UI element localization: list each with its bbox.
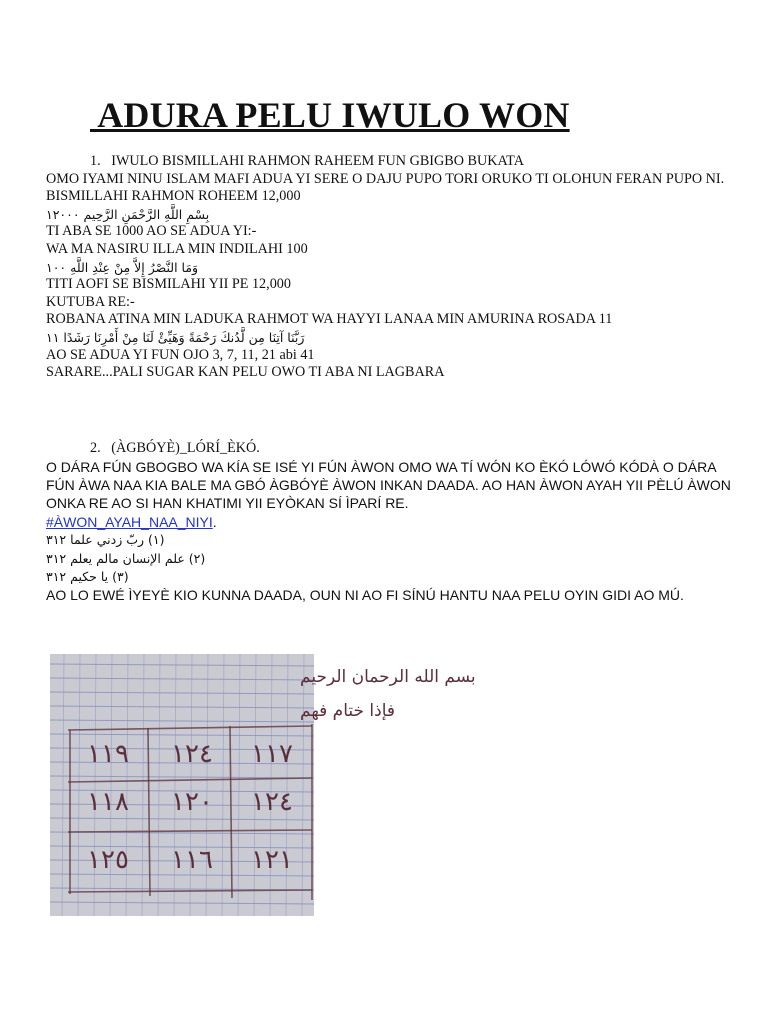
section-1-arabic-dua: وَمَا النَّصْرُ إِلاَّ مِنْ عِنْدِ اللَّهِ ١٠٠ [46,259,199,275]
grid-cell-r2-c1: ١١٨ [87,787,129,817]
grid-cell-r1-c2: ١٢٤ [171,739,213,769]
grid-line [68,726,312,730]
hashtag-link[interactable]: #ÀWON_AYAH_NAA_NIYI [46,513,213,530]
section-1 [46,153,736,382]
ruled-line [50,818,314,820]
section-2-arabic-line-3: (٣) يا حكيم ٣١٢ [46,569,129,585]
ruled-column-line [126,654,128,916]
section-2-paragraph-1: O DÁRA FÚN GBOGBO WA KÍA SE ISÉ YI FÚN ÀWON OMO WA TÍ WÓN KO ÈKÓ LÓWÓ KÓDÀ O DÁRA FÚN ÀWA NAA KIA BALE MA GBÓ ÀGBÓYÈ ÀWON INKAN DAADA. AO HAN ÀWON AYAH YII PÈLÚ ÀWON ONKA RE AO SI HAN KHATIMI YII EYÒKAN SÍ ÌPARÍ RE. [46,458,735,512]
grid-cell-r1-c1: ١١٩ [87,739,129,769]
section-1-bismillah-count: BISMILLAHI RAHMON ROHEEM 12,000 [46,188,301,205]
grid-cell-r3-c3: ١٢١ [251,845,293,875]
section-1-heading: 1. IWULO BISMILLAHI RAHMON RAHEEM FUN GBIGBO BUKATA [90,153,524,169]
ruled-lines [50,654,314,916]
grid-cell-r1-c3: ١١٧ [251,739,293,769]
ruled-column-line [94,654,96,916]
ruled-column-line [62,654,64,916]
ruled-line [50,706,314,708]
grid-cell-r3-c1: ١٢٥ [87,845,129,875]
grid-cell-r3-c2: ١١٦ [171,845,213,875]
grid-line [68,830,312,832]
ruled-column-line [142,654,144,916]
grid-line [230,726,232,898]
section-1-days-note: AO SE ADUA YI FUN OJO 3, 7, 11, 21 abi 41 [46,346,315,363]
photo-header-line-2: فإذا ختام فهم [300,701,396,721]
grid-line [68,778,312,782]
grid-line [148,728,150,896]
section-2-arabic-line-1: (١) ربّ زدني علما ٣١٢ [46,532,165,548]
section-2-paragraph-2: AO LO EWÉ ÌYEYÈ KIO KUNNA DAADA, OUN NI AO FI SÍNÚ HANTU NAA PELU OYIN GIDI AO MÚ. [46,587,684,604]
ruled-line [50,902,314,904]
section-1-khutba-transliteration: ROBANA ATINA MIN LADUKA RAHMOT WA HAYYI LANAA MIN AMURINA ROSADA 11 [46,311,613,328]
ruled-column-line [302,654,304,916]
section-1-instruction: TI ABA SE 1000 AO SE ADUA YI:- [46,223,257,240]
section-2-arabic-line-2: (٢) علم الإنسان مالم يعلم ٣١٢ [46,550,206,566]
hashtag-suffix: . [212,513,217,530]
grid-cell-r2-c3: ١٢٤ [251,787,293,817]
section-2 [46,440,736,605]
ruled-line [50,692,314,694]
section-1-repeat-note: TITI AOFI SE BISMILAHI YII PE 12,000 [46,276,291,293]
section-1-intro: OMO IYAMI NINU ISLAM MAFI ADUA YI SERE O DAJU PUPO TORI ORUKO TI OLOHUN FERAN PUPO NI. [46,170,725,187]
ruled-line [50,678,314,680]
section-2-heading: 2. (ÀGBÓYÈ)_LÓRÍ_ÈKÓ. [90,440,260,456]
khatim-photo [50,654,476,916]
grid-cell-r2-c2: ١٢٠ [171,787,213,817]
ruled-column-line [110,654,112,916]
ruled-line [50,776,314,778]
section-1-khutba-label: KUTUBA RE:- [46,293,135,310]
section-1-arabic-bismillah: بِسْمِ اللَّهِ الرَّحْمَنِ الرَّحِيم ١٢٠٠٠ [46,206,210,222]
grid-line [68,890,312,892]
photo-header-line-1: بسم الله الرحمان الرحيم [300,667,476,687]
section-1-arabic-khutba: رَبَّنَا آتِنَا مِن لَّدُنكَ رَحْمَةً وَهَيِّئْ لَنَا مِنْ أَمْرِنَا رَشَدًا ١١ [46,329,305,345]
ruled-line [50,664,314,666]
page-title: ADURA PELU IWULO WON [90,95,570,135]
section-2-hashtag-line [46,513,736,531]
ruled-line [50,720,314,722]
ruled-line [50,734,314,736]
section-1-sadaqa-note: SARARE...PALI SUGAR KAN PELU OWO TI ABA NI LAGBARA [46,364,445,381]
ruled-column-line [78,654,80,916]
section-1-dua-transliteration: WA MA NASIRU ILLA MIN INDILAHI 100 [46,240,308,257]
